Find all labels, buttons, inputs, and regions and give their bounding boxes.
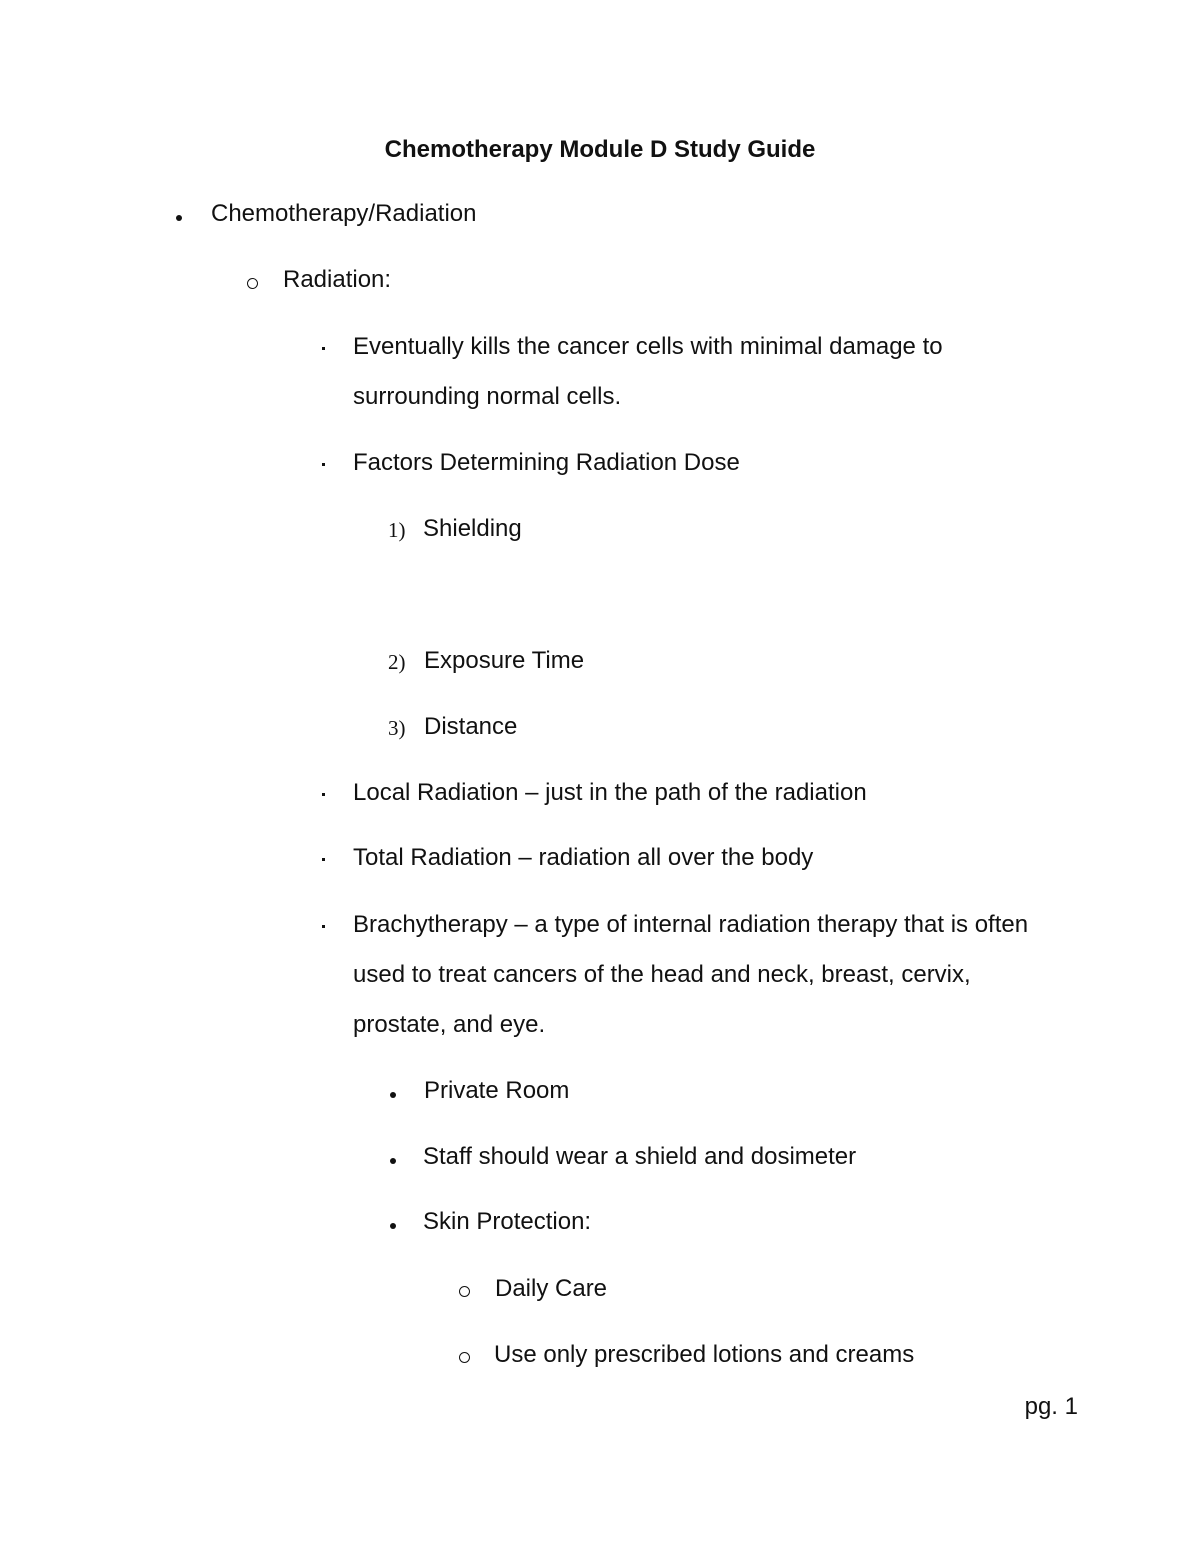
- point-factors: Factors Determining Radiation Dose: [353, 449, 740, 476]
- list-number: 2): [388, 650, 406, 674]
- skin-item: Daily Care: [495, 1275, 608, 1302]
- square-bullet-icon: [322, 925, 325, 928]
- square-bullet-icon: [322, 858, 325, 861]
- point-brachytherapy-line1: Brachytherapy – a type of internal radiation therapy that is often: [353, 911, 1029, 938]
- brachy-item: Skin Protection:: [423, 1208, 592, 1235]
- factor-item: Exposure Time: [424, 647, 585, 674]
- point-total-radiation: Total Radiation – radiation all over the body: [353, 844, 814, 871]
- bullet-icon: [176, 215, 182, 221]
- factor-item: Shielding: [423, 515, 522, 542]
- bullet-icon: [390, 1092, 396, 1098]
- list-number: 3): [388, 716, 406, 740]
- square-bullet-icon: [322, 793, 325, 796]
- point-brachytherapy-line2: used to treat cancers of the head and neck, breast, cervix,: [353, 961, 971, 988]
- radiation-heading: Radiation:: [283, 266, 392, 293]
- circle-bullet-icon: [459, 1352, 470, 1363]
- bullet-icon: [390, 1223, 396, 1229]
- point-kills-line2: surrounding normal cells.: [353, 383, 622, 410]
- list-number: 1): [388, 518, 406, 542]
- circle-bullet-icon: [459, 1286, 470, 1297]
- square-bullet-icon: [322, 347, 325, 350]
- brachy-item: Private Room: [424, 1077, 570, 1104]
- square-bullet-icon: [322, 463, 325, 466]
- brachy-item: Staff should wear a shield and dosimeter: [423, 1143, 857, 1170]
- document-title: Chemotherapy Module D Study Guide: [384, 136, 816, 163]
- factor-item: Distance: [424, 713, 518, 740]
- bullet-icon: [390, 1158, 396, 1164]
- page-number: pg. 1: [1024, 1393, 1078, 1420]
- topic-chemotherapy-radiation: Chemotherapy/Radiation: [211, 200, 477, 227]
- point-local-radiation: Local Radiation – just in the path of the radiation: [353, 779, 867, 806]
- circle-bullet-icon: [247, 278, 258, 289]
- point-brachytherapy-line3: prostate, and eye.: [353, 1011, 546, 1038]
- point-kills-line1: Eventually kills the cancer cells with minimal damage to: [353, 333, 943, 360]
- skin-item: Use only prescribed lotions and creams: [494, 1341, 915, 1368]
